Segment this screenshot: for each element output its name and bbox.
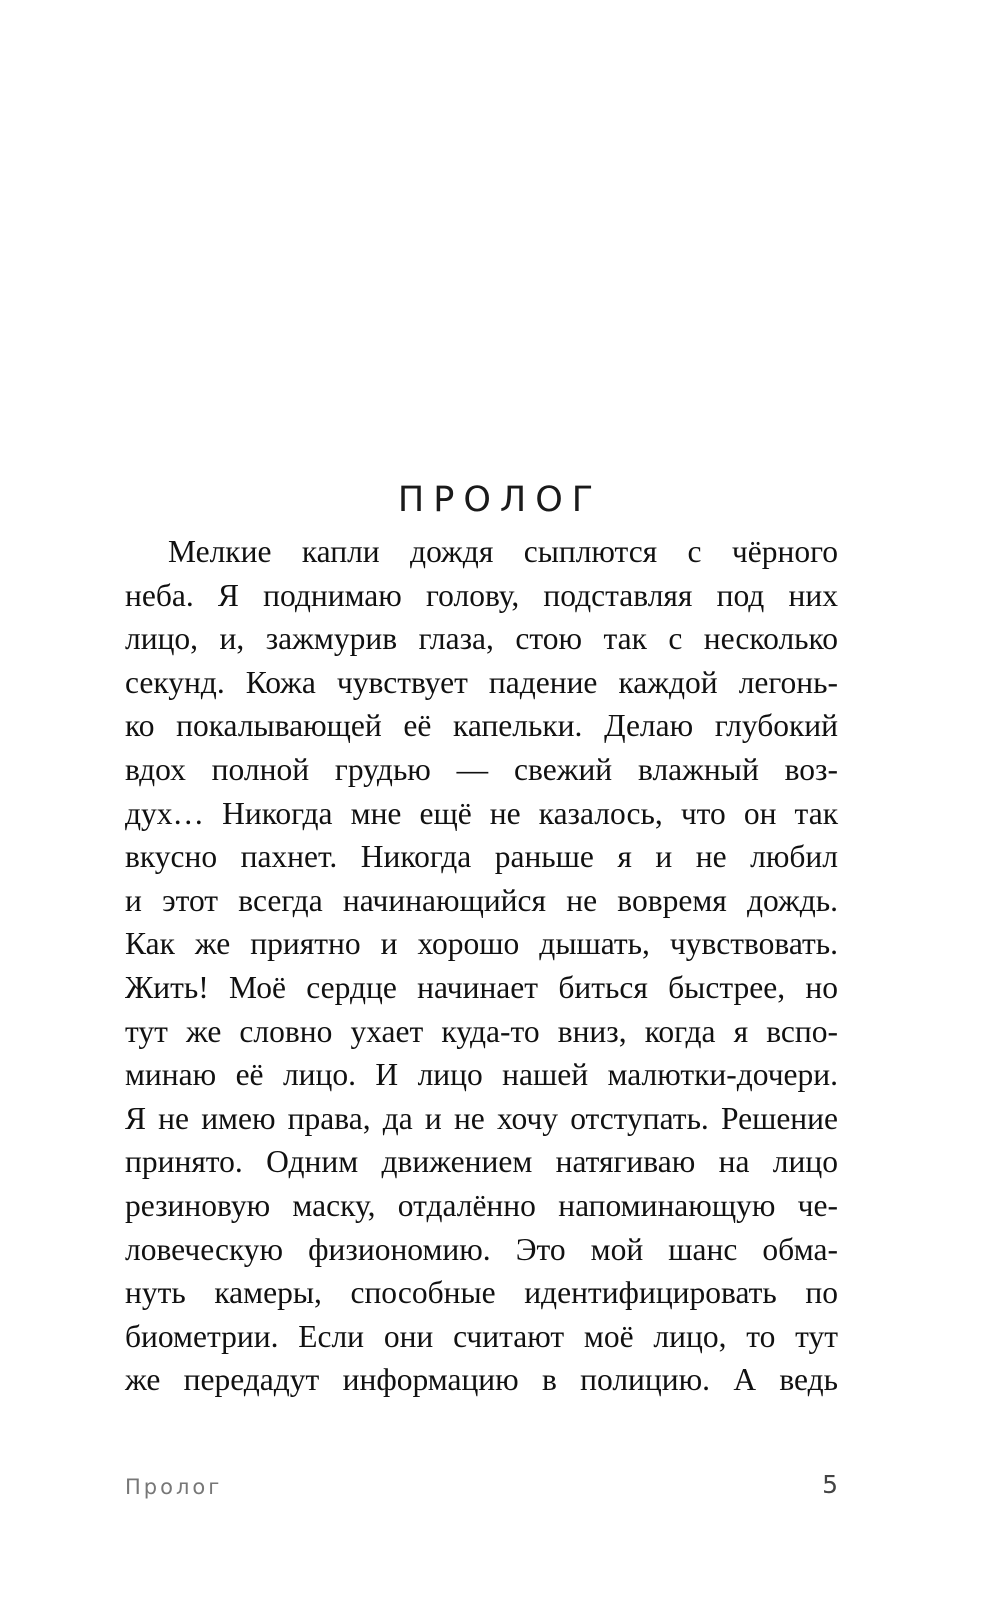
text-line: лицо, и, зажмурив глаза, стою так с несколько: [125, 621, 838, 657]
chapter-title: ПРОЛОГ: [397, 480, 603, 520]
text-line: же передадут информацию в полицию. А ведь: [125, 1362, 838, 1398]
text-line: принято. Одним движением натягиваю на лицо: [125, 1144, 838, 1180]
running-footer-title: Пролог: [125, 1475, 223, 1499]
text-line: ко покалывающей её капельки. Делаю глубокий: [125, 708, 838, 744]
text-line: дух… Никогда мне ещё не казалось, что он так: [125, 795, 838, 831]
text-line: биометрии. Если они считают моё лицо, то тут: [125, 1318, 838, 1354]
text-line: Жить! Моё сердце начинает биться быстрее, но: [125, 969, 838, 1005]
text-line: Как же приятно и хорошо дышать, чувствовать.: [125, 926, 838, 962]
body-text: [125, 530, 838, 1402]
text-line: вкусно пахнет. Никогда раньше я и не любил: [125, 839, 838, 875]
text-line: нуть камеры, способные идентифицировать по: [125, 1275, 838, 1311]
text-line: Я не имею права, да и не хочу отступать. Решение: [125, 1100, 838, 1136]
text-line: резиновую маску, отдалённо напоминающую че-: [125, 1187, 838, 1223]
text-line: ловеческую физиономию. Это мой шанс обма-: [125, 1231, 838, 1267]
text-line: секунд. Кожа чувствует падение каждой легонь-: [125, 664, 838, 700]
text-line: минаю её лицо. И лицо нашей малютки-дочери.: [125, 1057, 838, 1093]
text-line: Мелкие капли дождя сыплются с чёрного: [168, 534, 838, 569]
text-line: вдох полной грудью — свежий влажный воз-: [125, 751, 838, 787]
text-line: неба. Я поднимаю голову, подставляя под них: [125, 577, 838, 613]
page-number: 5: [822, 1470, 838, 1499]
text-line: тут же словно ухает куда-то вниз, когда я вспо-: [125, 1013, 838, 1049]
text-line: и этот всегда начинающийся не вовремя дождь.: [125, 882, 838, 918]
